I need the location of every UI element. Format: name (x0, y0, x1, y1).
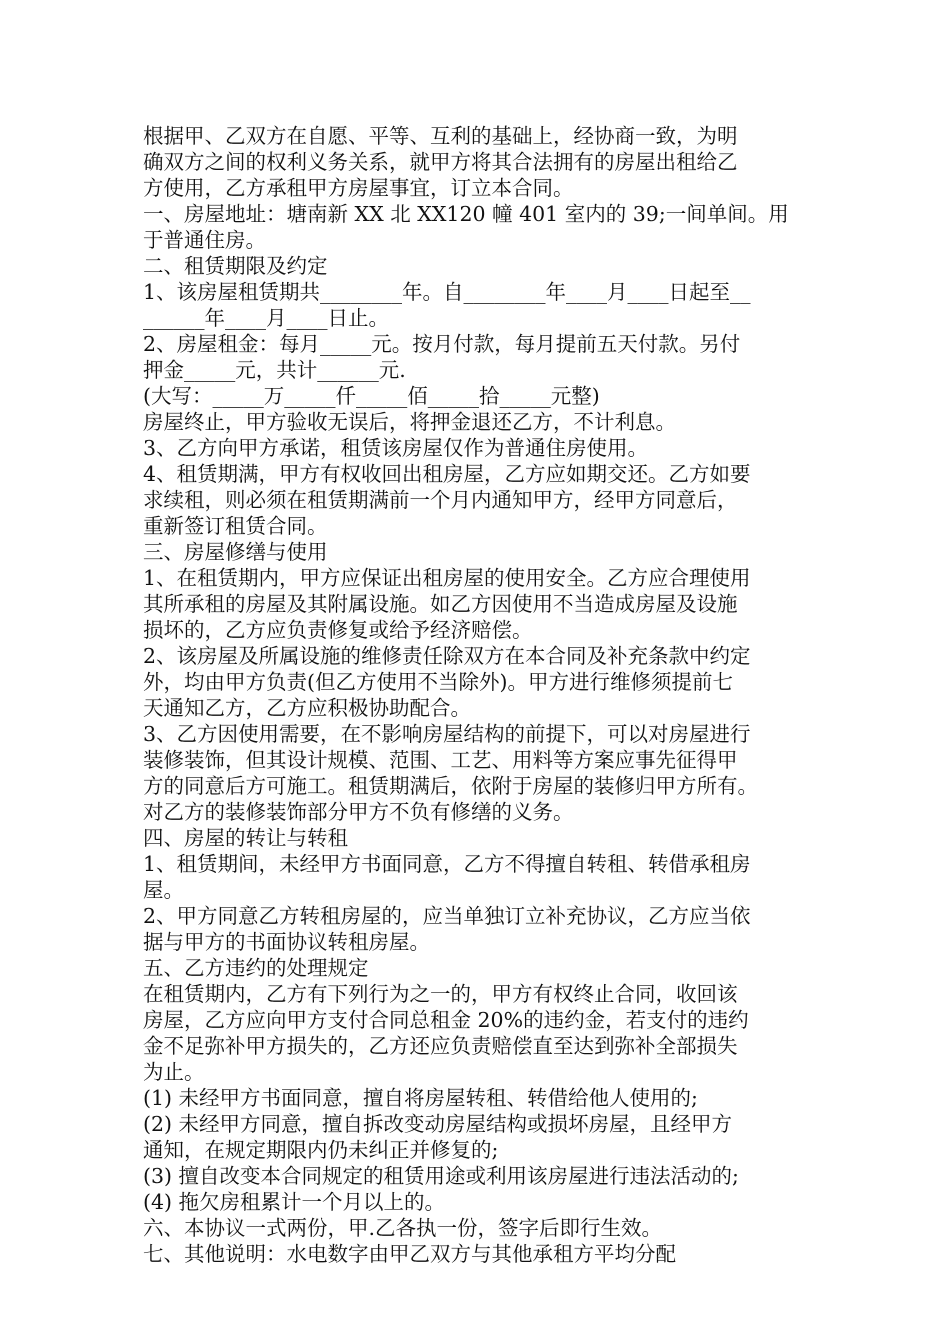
section-heading: 七、其他说明：水电数字由甲乙双方与其他承租方平均分配 (143, 1242, 676, 1266)
text-line: 2、甲方同意乙方转租房屋的，应当单独订立补充协议，乙方应当依 (143, 904, 751, 928)
text-line: 天通知乙方，乙方应积极协助配合。 (143, 696, 471, 720)
text-line: 房屋终止，甲方验收无误后，将押金退还乙方，不计利息。 (143, 410, 676, 434)
list-item: (4) 拖欠房租累计一个月以上的。 (143, 1190, 446, 1214)
text-line: 为止。 (143, 1060, 205, 1084)
contract-body (143, 123, 823, 1267)
text-line: 方的同意后方可施工。租赁期满后，依附于房屋的装修归甲方所有。 (143, 774, 758, 798)
section-heading: 六、本协议一式两份，甲.乙各执一份，签字后即行生效。 (143, 1216, 663, 1240)
section-heading: 二、租赁期限及约定 (143, 254, 328, 278)
section-heading: 四、房屋的转让与转租 (143, 826, 348, 850)
text-line: 房屋，乙方应向甲方支付合同总租金 20%的违约金，若支付的违约 (143, 1008, 749, 1032)
text-line: 损坏的，乙方应负责修复或给予经济赔偿。 (143, 618, 533, 642)
text-line: 根据甲、乙双方在自愿、平等、互利的基础上，经协商一致，为明 (143, 124, 738, 148)
text-line: 其所承租的房屋及其附属设施。如乙方因使用不当造成房屋及设施 (143, 592, 738, 616)
text-line: 装修装饰，但其设计规模、范围、工艺、用料等方案应事先征得甲 (143, 748, 738, 772)
text-line: 1、在租赁期内，甲方应保证出租房屋的使用安全。乙方应合理使用 (143, 566, 751, 590)
text-line: ______年____月____日止。 (143, 306, 389, 330)
text-line: 押金_____元，共计______元. (143, 358, 406, 382)
text-line: 据与甲方的书面协议转租房屋。 (143, 930, 430, 954)
text-line: 方使用，乙方承租甲方房屋事宜，订立本合同。 (143, 176, 574, 200)
text-line: 确双方之间的权利义务关系，就甲方将其合法拥有的房屋出租给乙 (143, 150, 738, 174)
text-line: 屋。 (143, 878, 184, 902)
section-heading: 一、房屋地址：塘南新 XX 北 XX120 幢 401 室内的 39;一间单间。用 (143, 202, 789, 226)
text-line: 对乙方的装修装饰部分甲方不负有修缮的义务。 (143, 800, 574, 824)
text-line: 重新签订租赁合同。 (143, 514, 328, 538)
text-line: 1、租赁期间，未经甲方书面同意，乙方不得擅自转租、转借承租房 (143, 852, 751, 876)
text-line: 1、该房屋租赁期共________年。自________年____月____日起至__ (143, 280, 751, 304)
list-item: (1) 未经甲方书面同意，擅自将房屋转租、转借给他人使用的; (143, 1086, 698, 1110)
text-line: 2、该房屋及所属设施的维修责任除双方在本合同及补充条款中约定 (143, 644, 751, 668)
section-heading: 三、房屋修缮与使用 (143, 540, 328, 564)
text-line: 在租赁期内，乙方有下列行为之一的，甲方有权终止合同，收回该 (143, 982, 738, 1006)
text-line: 2、房屋租金：每月_____元。按月付款，每月提前五天付款。另付 (143, 332, 741, 356)
text-line: 金不足弥补甲方损失的，乙方还应负责赔偿直至达到弥补全部损失 (143, 1034, 738, 1058)
section-heading: 五、乙方违约的处理规定 (143, 956, 369, 980)
text-line: 求续租，则必须在租赁期满前一个月内通知甲方，经甲方同意后， (143, 488, 738, 512)
list-item: (3) 擅自改变本合同规定的租赁用途或利用该房屋进行违法活动的; (143, 1164, 739, 1188)
text-line: 于普通住房。 (143, 228, 266, 252)
text-line: (大写：_____万_____仟_____佰_____拾_____元整) (143, 384, 600, 408)
text-line: 3、乙方向甲方承诺，租赁该房屋仅作为普通住房使用。 (143, 436, 649, 460)
list-item: (2) 未经甲方同意，擅自拆改变动房屋结构或损坏房屋，且经甲方 (143, 1112, 733, 1136)
text-line: 外，均由甲方负责(但乙方使用不当除外)。甲方进行维修须提前七 (143, 670, 733, 694)
text-line: 通知，在规定期限内仍未纠正并修复的; (143, 1138, 499, 1162)
text-line: 4、租赁期满，甲方有权收回出租房屋，乙方应如期交还。乙方如要 (143, 462, 751, 486)
text-line: 3、乙方因使用需要，在不影响房屋结构的前提下，可以对房屋进行 (143, 722, 751, 746)
